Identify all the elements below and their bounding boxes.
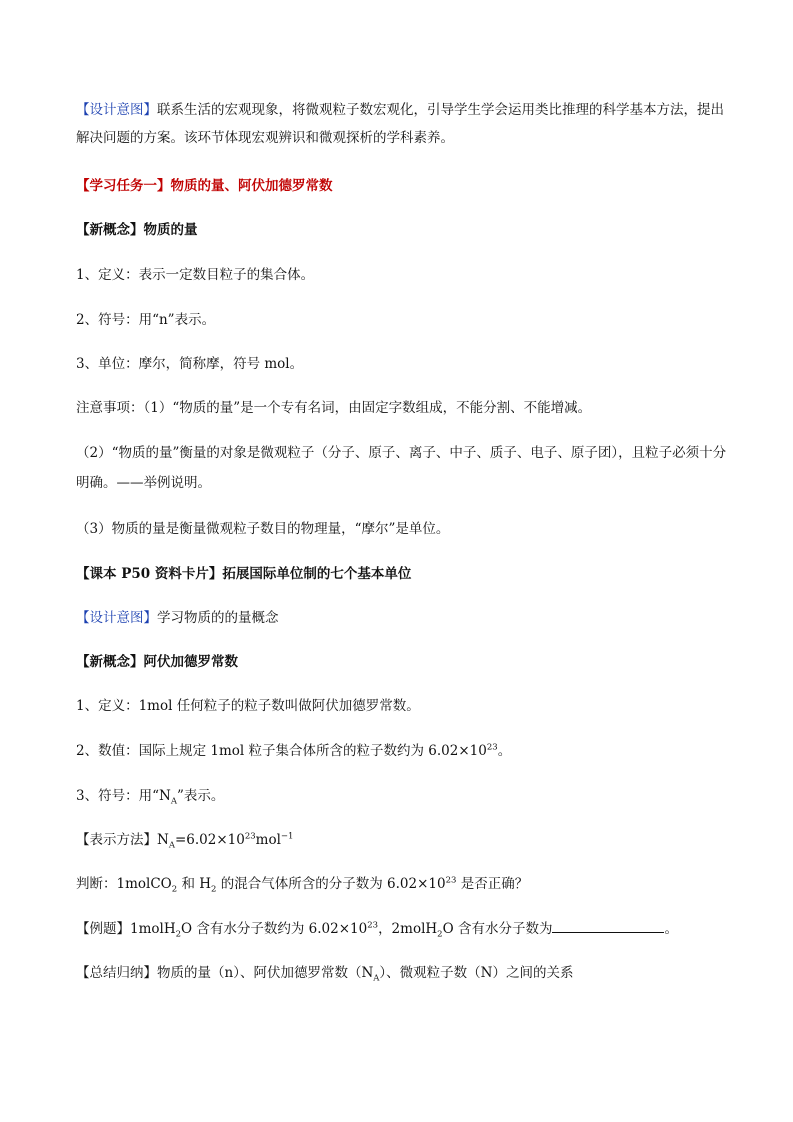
learning-task-heading [76, 176, 733, 196]
definition-1: 1、定义：表示一定数目粒子的集合体。 [76, 267, 315, 283]
avogadro-exponent: 23 [244, 831, 256, 842]
summary-text-1: 物质的量（n）、阿伏加德罗常数（N [157, 965, 374, 981]
design-intent-paragraph [76, 96, 733, 152]
new-concept-heading-1 [76, 220, 733, 240]
representation-method [76, 830, 733, 850]
design-intent-2-label: 【设计意图】 [76, 610, 157, 626]
summary-subscript: A [373, 973, 380, 984]
design-intent-text: 联系生活的宏观现象，将微观粒子数宏观化，引导学生学会运用类比推理的科学基本方法，提出解决问题的方案。该环节体现宏观辨识和微观探析的学科素养。 [76, 102, 724, 146]
note-3: （3）物质的量是衡量微观粒子数目的物理量，“摩尔”是单位。 [76, 521, 450, 537]
value-2-end: 。 [497, 743, 512, 759]
judge-sub-2: 2 [211, 884, 217, 895]
representation-label: 【表示方法】 [76, 832, 157, 848]
value-2-exponent: 23 [486, 742, 498, 753]
symbol-2-end: ”表示。 [176, 788, 225, 804]
judge-text-2: 和 H [177, 876, 212, 892]
new-concept-heading-2 [76, 652, 733, 672]
example-text-3: ，2molH [378, 921, 438, 937]
avogadro-symbol: N [157, 832, 169, 848]
example-sub-2: 2 [437, 929, 443, 940]
example-text-2: O 含有水分子数约为 6.02×10 [181, 921, 368, 937]
symbol-2-subscript: A [170, 796, 177, 807]
unit-1: 3、单位：摩尔，简称摩，符号 mol。 [76, 356, 304, 372]
textbook-card-title: 拓展国际单位制的七个基本单位 [222, 566, 412, 582]
example-exponent: 23 [367, 920, 379, 931]
summary-label: 【总结归纳】 [76, 965, 157, 981]
example-sub-1: 2 [175, 929, 182, 940]
textbook-card-label: 【课本 P50 资料卡片】 [76, 566, 223, 582]
judge-text-3: 的混合气体所含的分子数为 6.02×10 [216, 876, 446, 892]
new-concept-title-2: 阿伏加德罗常数 [143, 654, 238, 670]
judge-text-1: 判断：1molCO [76, 876, 172, 892]
learning-task-label: 【学习任务一】 [76, 178, 171, 194]
new-concept-label-2: 【新概念】 [76, 654, 144, 670]
judgement-question [76, 874, 733, 894]
answer-blank[interactable] [552, 920, 664, 933]
definition-2: 1、定义：1mol 任何粒子的粒子数叫做阿伏加德罗常数。 [76, 698, 420, 714]
design-intent-label: 【设计意图】 [76, 102, 157, 118]
avogadro-unit: mol [255, 832, 281, 848]
symbol-2-text: 3、符号：用“N [76, 788, 171, 804]
symbol-1: 2、符号：用“n”表示。 [76, 312, 216, 328]
note-1: 注意事项：（1）“物质的量”是一个专有名词，由固定字数组成，不能分割、不能增减。 [76, 400, 592, 416]
example-label: 【例题】 [76, 921, 130, 937]
learning-task-title: 物质的量、阿伏加德罗常数 [170, 178, 333, 194]
avogadro-unit-exponent: −1 [280, 831, 294, 842]
new-concept-label-1: 【新概念】 [76, 222, 144, 238]
example-end: 。 [664, 921, 678, 937]
new-concept-title-1: 物质的量 [143, 222, 198, 238]
design-intent-2 [76, 608, 733, 628]
avogadro-subscript: A [168, 840, 175, 851]
avogadro-value: =6.02×10 [174, 832, 245, 848]
design-intent-2-text: 学习物质的的量概念 [157, 610, 279, 626]
example-question [76, 919, 733, 939]
summary [76, 963, 733, 983]
summary-text-2: ）、微观粒子数（N）之间的关系 [379, 965, 574, 981]
judge-sub-1: 2 [171, 884, 178, 895]
example-text-1: 1molH [130, 921, 176, 937]
value-2 [76, 741, 733, 761]
value-2-text: 2、数值：国际上规定 1mol 粒子集合体所含的粒子数约为 6.02×10 [76, 743, 487, 759]
judge-text-4: 是否正确？ [456, 876, 529, 892]
textbook-card-heading [76, 564, 733, 584]
note-2: （2）“物质的量”衡量的对象是微观粒子（分子、原子、离子、中子、质子、电子、原子团），且粒子必须十分明确。——举例说明。 [76, 445, 727, 491]
judge-exponent: 23 [445, 875, 457, 886]
example-text-4: O 含有水分子数为 [442, 921, 553, 937]
symbol-2 [76, 786, 733, 806]
